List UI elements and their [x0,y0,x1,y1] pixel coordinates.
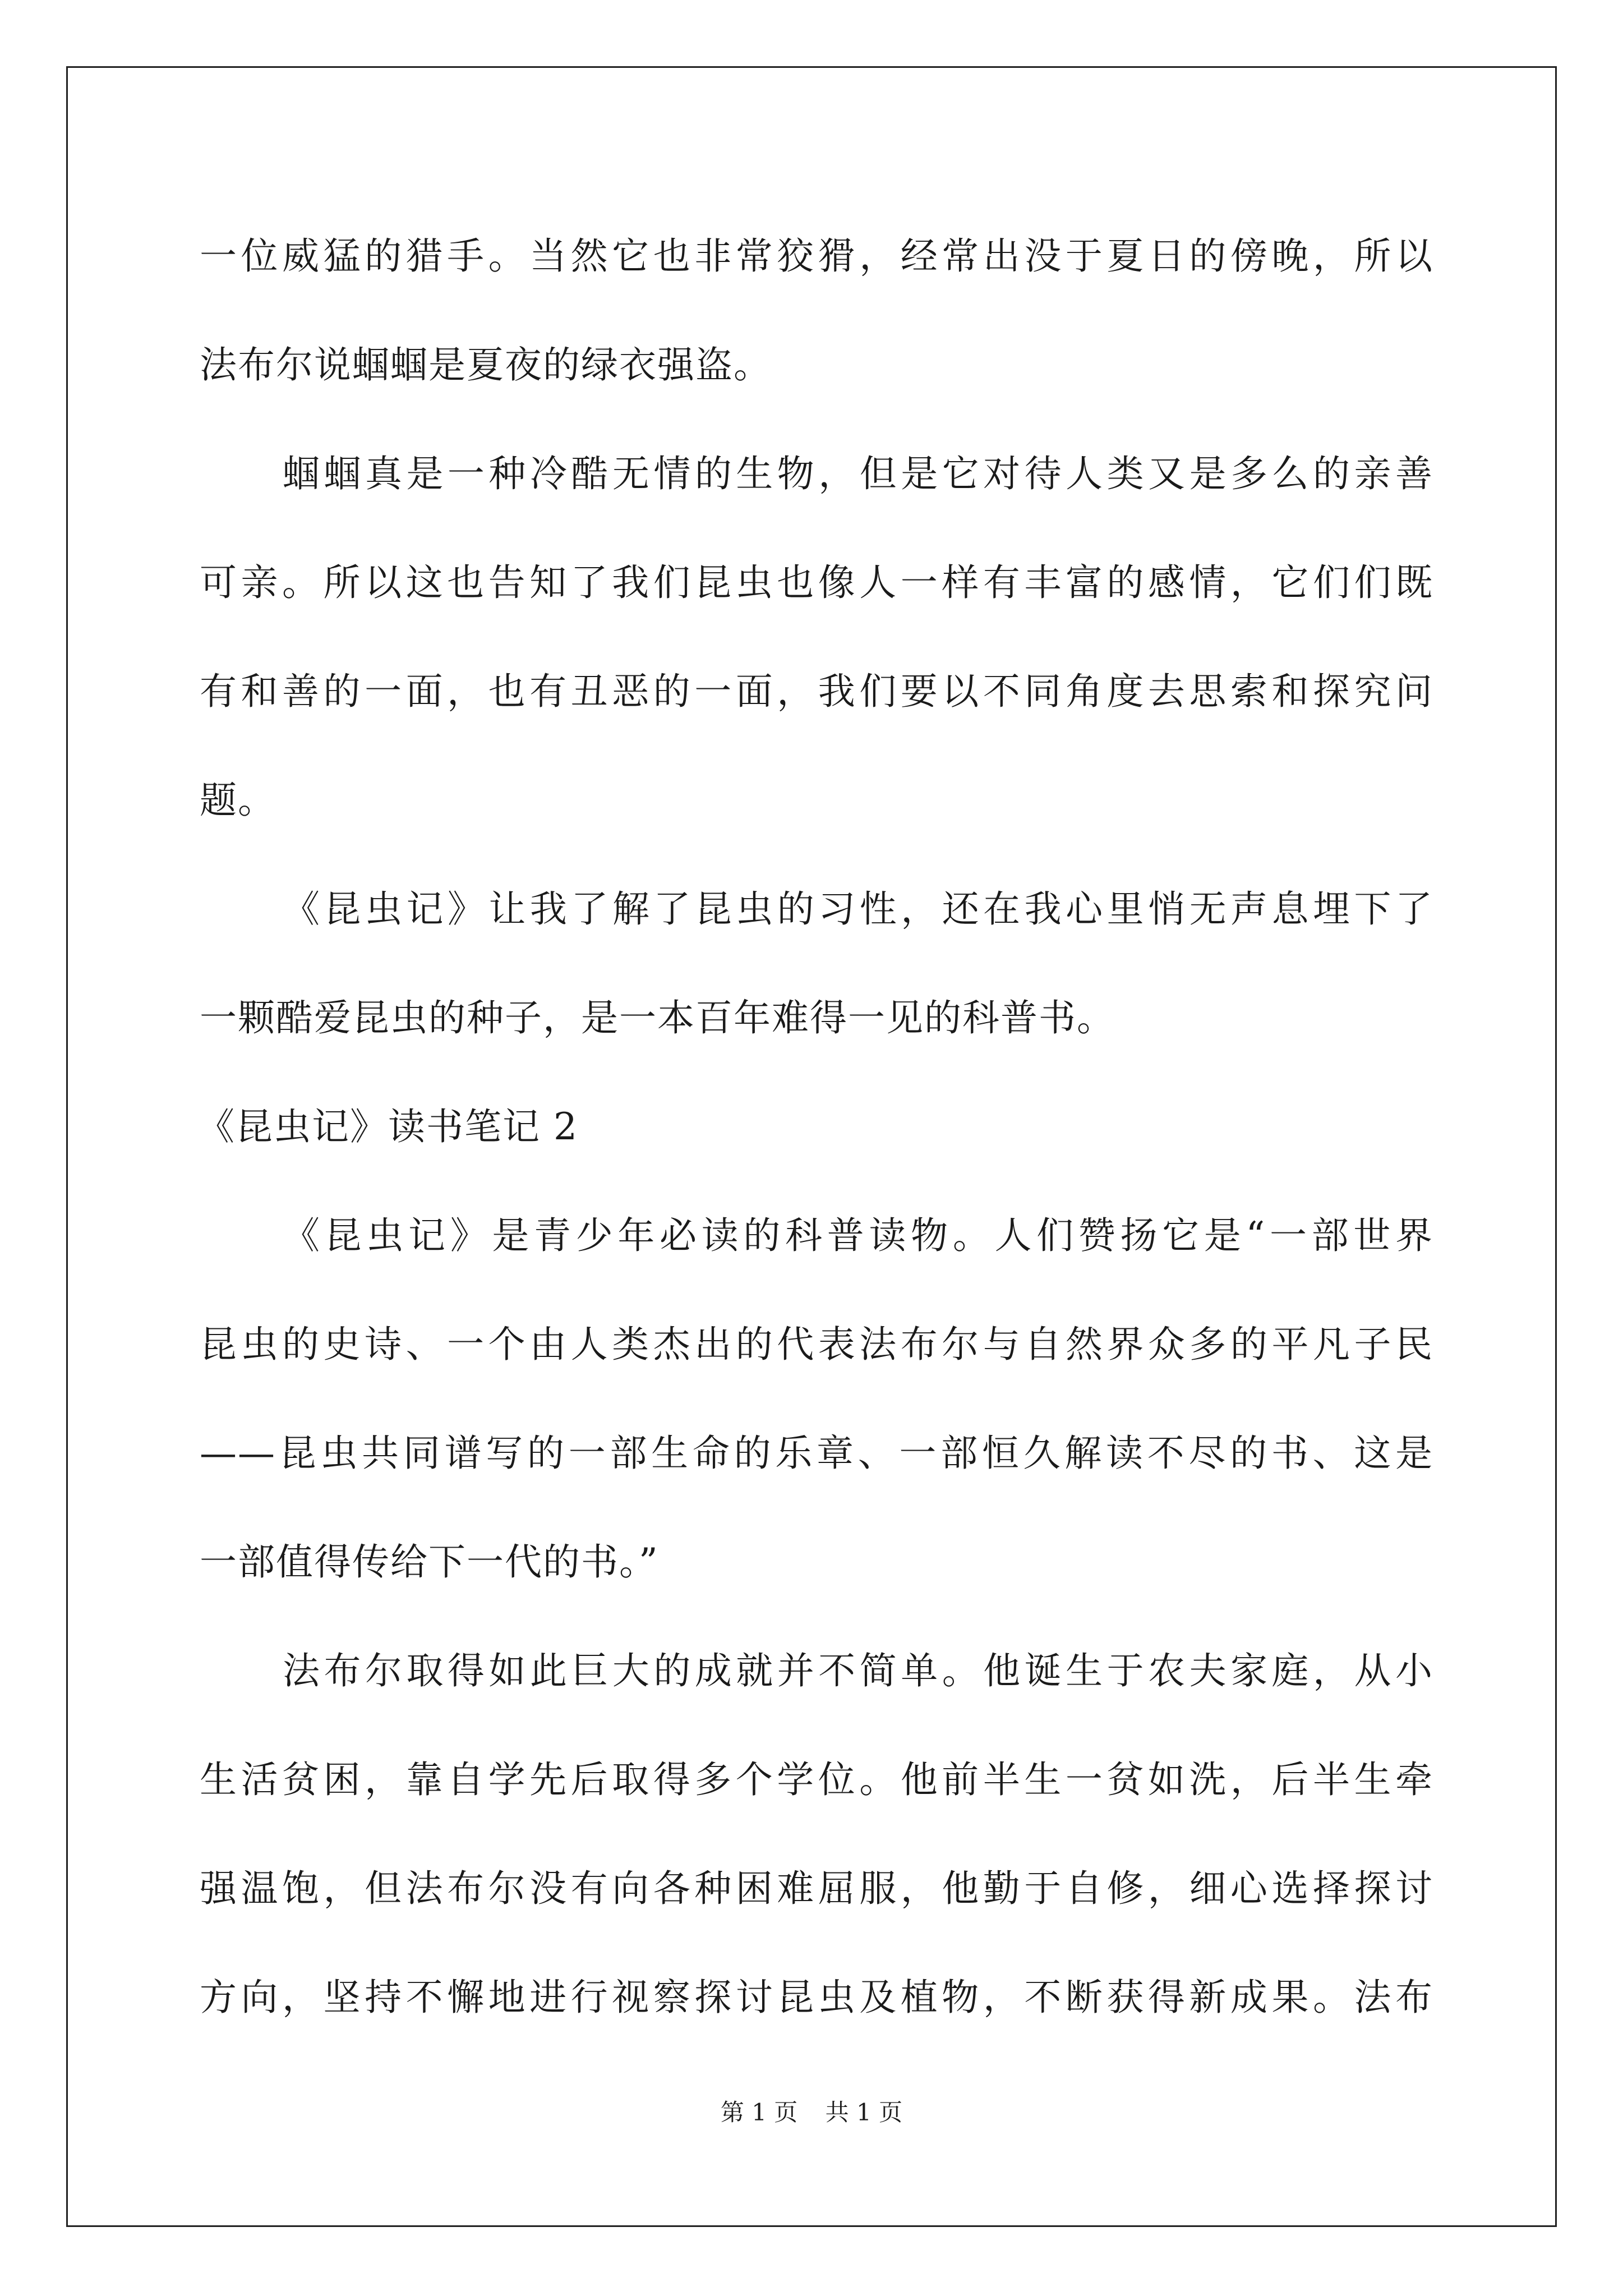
text-line: 有和善的一面，也有丑恶的一面，我们要以不同角度去思索和探究问 [200,670,1433,713]
text-line: 方向，坚持不懈地进行视察探讨昆虫及植物，不断获得新成果。法布 [200,1976,1433,2019]
text-line: ——昆虫共同谱写的一部生命的乐章、一部恒久解读不尽的书、这是 [200,1432,1433,1475]
text-line: 强温饱，但法布尔没有向各种困难屈服，他勤于自修，细心选择探讨 [200,1867,1433,1910]
text-line: 生活贫困，靠自学先后取得多个学位。他前半生一贫如洗，后半生牵 [200,1758,1433,1801]
document-body [197,202,1433,2052]
paragraph-start-line: 《昆虫记》让我了解了昆虫的习性，还在我心里悄无声息埋下了 [283,887,1433,931]
paragraph-start-line: 法布尔取得如此巨大的成就并不简单。他诞生于农夫家庭，从小 [283,1649,1433,1692]
text-line: 昆虫的史诗、一个由人类杰出的代表法布尔与自然界众多的平凡子民 [200,1323,1433,1366]
section-heading: 《昆虫记》读书笔记 2 [197,1105,578,1148]
page-footer [0,2094,1623,2128]
paragraph-start-line: 蝈蝈真是一种冷酷无情的生物，但是它对待人类又是多么的亲善 [283,452,1433,495]
text-line: 题。 [200,779,276,822]
text-line: 一位威猛的猎手。当然它也非常狡猾，经常出没于夏日的傍晚，所以 [200,234,1433,278]
text-line: 一颗酷爱昆虫的种子，是一本百年难得一见的科普书。 [200,996,1115,1039]
text-line: 可亲。所以这也告知了我们昆虫也像人一样有丰富的感情，它们们既 [200,561,1433,604]
paragraph-start-line: 《昆虫记》是青少年必读的科普读物。人们赞扬它是“一部世界 [283,1214,1433,1257]
text-line: 法布尔说蝈蝈是夏夜的绿衣强盗。 [200,343,772,386]
page-number: 第 1 页 [720,2099,798,2126]
text-line: 一部值得传给下一代的书。” [200,1540,659,1584]
page-total: 共 1 页 [825,2099,903,2126]
